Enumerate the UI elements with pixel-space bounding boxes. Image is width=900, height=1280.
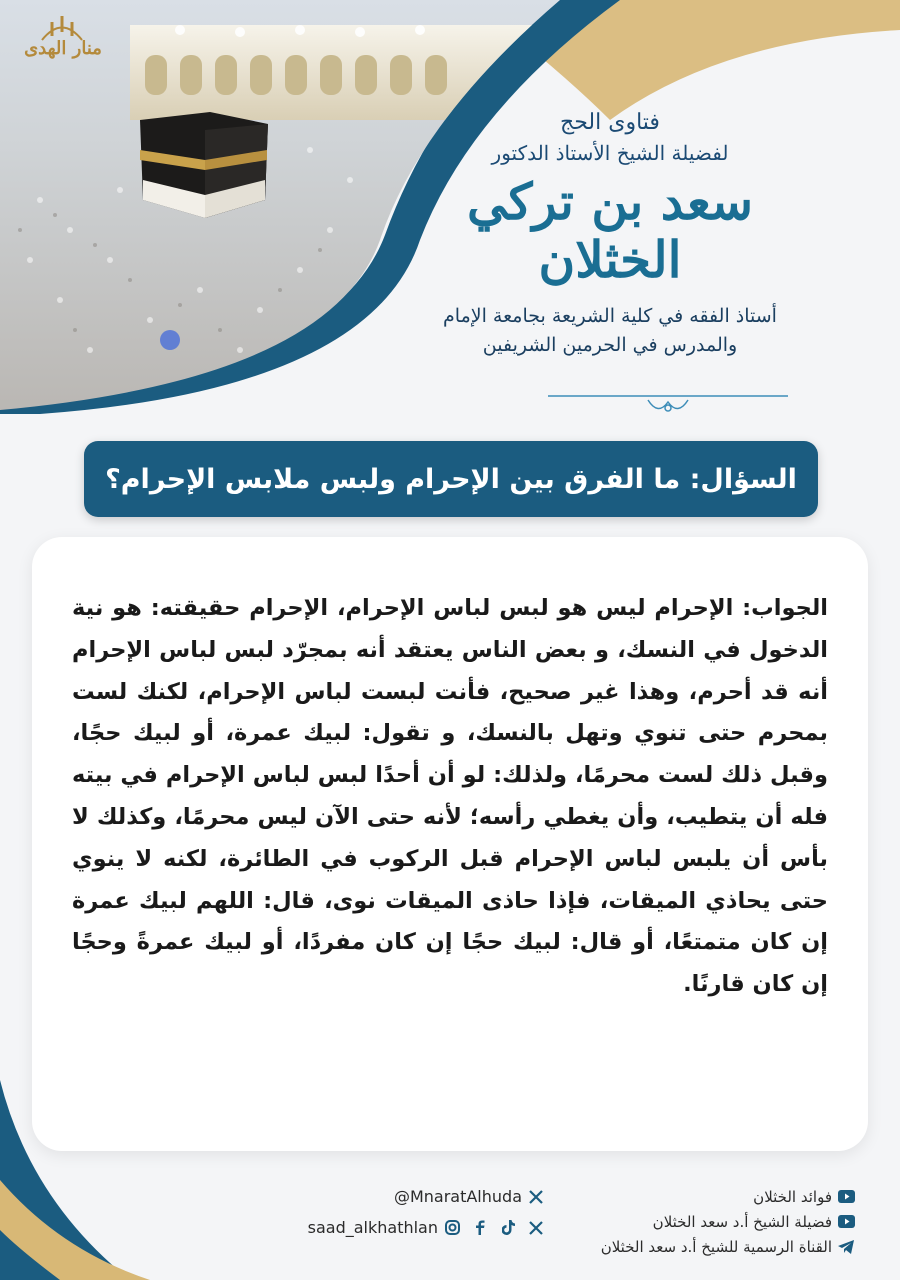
youtube-channel-row-2[interactable] — [570, 1209, 860, 1234]
youtube-channel-2: فضيلة الشيخ أ.د سعد الخثلان — [652, 1212, 832, 1231]
social-handle: saad_alkhathlan — [307, 1218, 438, 1237]
tiktok-icon — [499, 1219, 517, 1237]
series-title: فتاوى الحج — [560, 110, 660, 135]
telegram-icon — [837, 1238, 855, 1256]
subtitle-line-1: أستاذ الفقه في كلية الشريعة بجامعة الإمام — [443, 305, 777, 327]
subtitle-line-2: والمدرس في الحرمين الشريفين — [482, 334, 738, 357]
x-icon — [527, 1219, 545, 1237]
youtube-icon — [837, 1188, 855, 1206]
ornament-icon — [548, 388, 788, 418]
instagram-icon — [443, 1219, 461, 1237]
telegram-channel: القناة الرسمية للشيخ أ.د سعد الخثلان — [600, 1237, 832, 1256]
youtube-channel-1: فوائد الخثلان — [753, 1187, 832, 1206]
header-block — [390, 110, 830, 361]
x-handle-row[interactable] — [290, 1184, 550, 1209]
footer-channels — [570, 1184, 860, 1259]
x-handle: @MnaratAlhuda — [393, 1187, 522, 1206]
footer-social — [290, 1184, 550, 1240]
social-handle-row[interactable] — [290, 1215, 550, 1240]
footer — [0, 1170, 900, 1280]
sheikh-name: سعد بن تركي الخثلان — [466, 172, 754, 289]
question-text: السؤال: ما الفرق بين الإحرام ولبس ملابس الإحرام؟ — [105, 463, 797, 495]
facebook-icon — [471, 1219, 489, 1237]
honorific-title: لفضيلة الشيخ الأستاذ الدكتور — [491, 141, 729, 165]
youtube-icon — [837, 1213, 855, 1231]
answer-text: الجواب: الإحرام ليس هو لبس لباس الإحرام، الإحرام حقيقته: هو نية الدخول في النسك، و بعض الناس يعتقد أنه بمجرّد لبس لباس الإحرام أنه قد أحرم، وهذا غير صحيح، فأنت لبست لباس الإحرام، لكنك لست بمحرم حتى تنوي وتهل بالنسك، و تقول: لبيك عمرة، أو لبيك حجًا، وقبل ذلك لست محرمًا، ولذلك: لو أن أحدًا لبس لباس الإحرام في بيته فله أن يتطيب، وأن يغطي رأسه؛ لأنه حتى الآن ليس محرمًا، وكذلك لا بأس أن يلبس لباس الإحرام قبل الركوب في الطائرة، لكنه لا ينوي حتى يحاذي الميقات، فإذا حاذى الميقات نوى، قال: اللهم لبيك عمرة إن كان متمتعًا، أو قال: لبيك حجًا إن كان مفردًا، أو لبيك عمرةً وحجًا إن كان قارنًا. — [72, 595, 828, 998]
logo-name: منار الهدى — [24, 38, 102, 59]
youtube-channel-row-1[interactable] — [570, 1184, 860, 1209]
question-bar — [84, 441, 818, 517]
x-icon — [527, 1188, 545, 1206]
telegram-channel-row[interactable] — [570, 1234, 860, 1259]
